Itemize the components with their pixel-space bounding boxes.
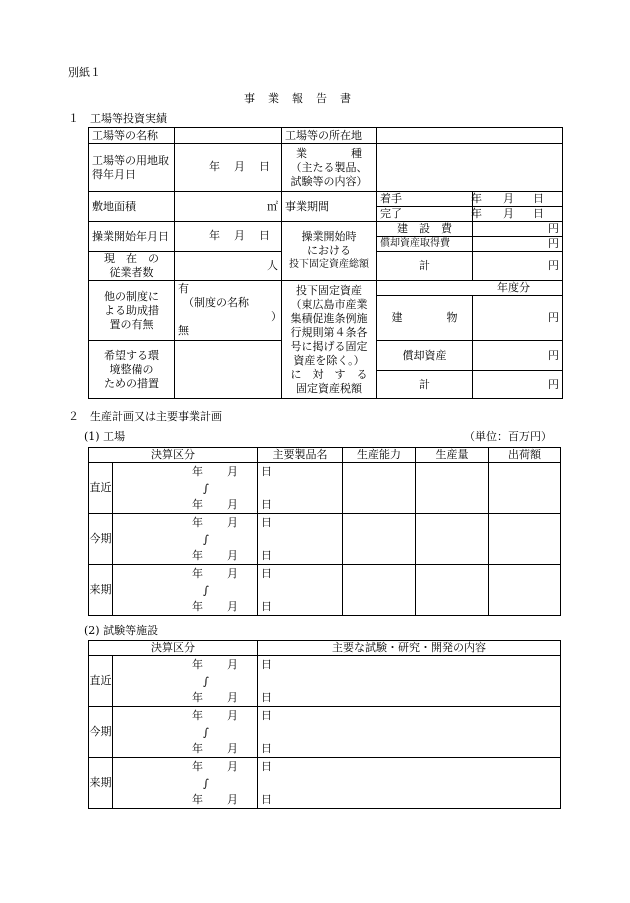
- construction-value[interactable]: 円: [473, 222, 563, 237]
- row-label-recent: 直近: [89, 656, 113, 707]
- lab-period-recent[interactable]: 年 月 日 ∫ 年 月 日: [113, 656, 258, 707]
- name-label: 工場等の名称: [89, 128, 175, 144]
- tax-total-label: 計: [377, 371, 473, 399]
- lab-subheading: (2) 試験等施設: [84, 624, 159, 637]
- table-row: [89, 656, 561, 707]
- subsidy-value[interactable]: 有 （制度の名称 ） 無: [175, 281, 282, 341]
- invest-total-label: 計: [377, 252, 473, 281]
- period-label: 事業期間: [282, 192, 377, 222]
- table-row: [89, 514, 561, 565]
- lab-plan-table: [88, 640, 561, 809]
- depreciable-label: 償却資産取得費: [377, 237, 473, 252]
- tax-total-value[interactable]: 円: [473, 371, 563, 399]
- col-content: 主要な試験・研究・開発の内容: [258, 641, 561, 656]
- invest-total-value[interactable]: 円: [473, 252, 563, 281]
- building-label: 建 物: [377, 296, 473, 341]
- name-value[interactable]: [175, 128, 282, 144]
- table-row: [89, 758, 561, 809]
- building-value[interactable]: 円: [473, 296, 563, 341]
- op-start-date[interactable]: 年 月 日: [175, 222, 282, 252]
- tax-label: 投下固定資産 （東広島市産業 集積促進条例施 行規則第４条各 号に掲げる固定 資産を除く。） に 対 す る 固定資産税額: [282, 281, 377, 399]
- area-label: 敷地面積: [89, 192, 175, 222]
- page-title: 事 業 報 告 書: [244, 92, 352, 105]
- col-output: 生産量: [416, 448, 489, 463]
- row-label-recent: 直近: [89, 463, 113, 514]
- row-label-current: 今期: [89, 514, 113, 565]
- col-product: 主要製品名: [258, 448, 343, 463]
- area-value[interactable]: ㎡: [175, 192, 282, 222]
- location-value[interactable]: [377, 128, 563, 144]
- col-period: 決算区分: [89, 448, 258, 463]
- period-recent[interactable]: 年 月 日 ∫ 年 月 日: [113, 463, 258, 514]
- depreciable-assets-label: 償却資産: [377, 341, 473, 371]
- table-row: [89, 707, 561, 758]
- start-label: 着手: [377, 192, 473, 207]
- table-row: [89, 463, 561, 514]
- op-invest-label: 操業開始時 における 投下固定資産総額: [282, 222, 377, 281]
- unit-note: （単位：百万円）: [464, 430, 552, 443]
- factory-plan-table: [88, 447, 561, 616]
- employees-label: 現 在 の 従業者数: [89, 252, 175, 281]
- business-type-label: 業 種 （主たる製品、 試験等の内容）: [282, 144, 377, 192]
- employees-value[interactable]: 人: [175, 252, 282, 281]
- lab-content-next[interactable]: [258, 758, 561, 809]
- lab-content-recent[interactable]: [258, 656, 561, 707]
- col-shipment: 出荷額: [489, 448, 561, 463]
- depreciable-value[interactable]: 円: [473, 237, 563, 252]
- factory-subheading: (1) 工場: [84, 430, 126, 443]
- env-value[interactable]: [175, 341, 282, 399]
- land-acq-date[interactable]: 年 月 日: [175, 144, 282, 192]
- env-label: 希望する環 境整備の ための措置: [89, 341, 175, 399]
- start-date[interactable]: 年 月 日: [473, 192, 563, 207]
- investment-table: [88, 127, 563, 399]
- col-capacity: 生産能力: [343, 448, 416, 463]
- construction-label: 建 設 費: [377, 222, 473, 237]
- land-acq-label: 工場等の用地取得年月日: [89, 144, 175, 192]
- section1-heading: １ 工場等投資実績: [68, 112, 167, 125]
- period-next[interactable]: 年 月 日 ∫ 年 月 日: [113, 565, 258, 616]
- location-label: 工場等の所在地: [282, 128, 377, 144]
- lab-content-current[interactable]: [258, 707, 561, 758]
- row-label-next: 来期: [89, 565, 113, 616]
- business-type-value[interactable]: [377, 144, 563, 192]
- end-date[interactable]: 年 月 日: [473, 207, 563, 222]
- op-start-label: 操業開始年月日: [89, 222, 175, 252]
- depreciable-assets-value[interactable]: 円: [473, 341, 563, 371]
- col-period: 決算区分: [89, 641, 258, 656]
- row-label-next: 来期: [89, 758, 113, 809]
- period-current[interactable]: 年 月 日 ∫ 年 月 日: [113, 514, 258, 565]
- table-row: [89, 565, 561, 616]
- attachment-label: 別紙１: [68, 66, 101, 79]
- lab-period-next[interactable]: 年 月 日 ∫ 年 月 日: [113, 758, 258, 809]
- lab-period-current[interactable]: 年 月 日 ∫ 年 月 日: [113, 707, 258, 758]
- end-label: 完了: [377, 207, 473, 222]
- section2-heading: ２ 生産計画又は主要事業計画: [68, 410, 222, 423]
- fiscal-year-label: 年度分: [377, 281, 563, 296]
- row-label-current: 今期: [89, 707, 113, 758]
- subsidy-label: 他の制度に よる助成措 置の有無: [89, 281, 175, 341]
